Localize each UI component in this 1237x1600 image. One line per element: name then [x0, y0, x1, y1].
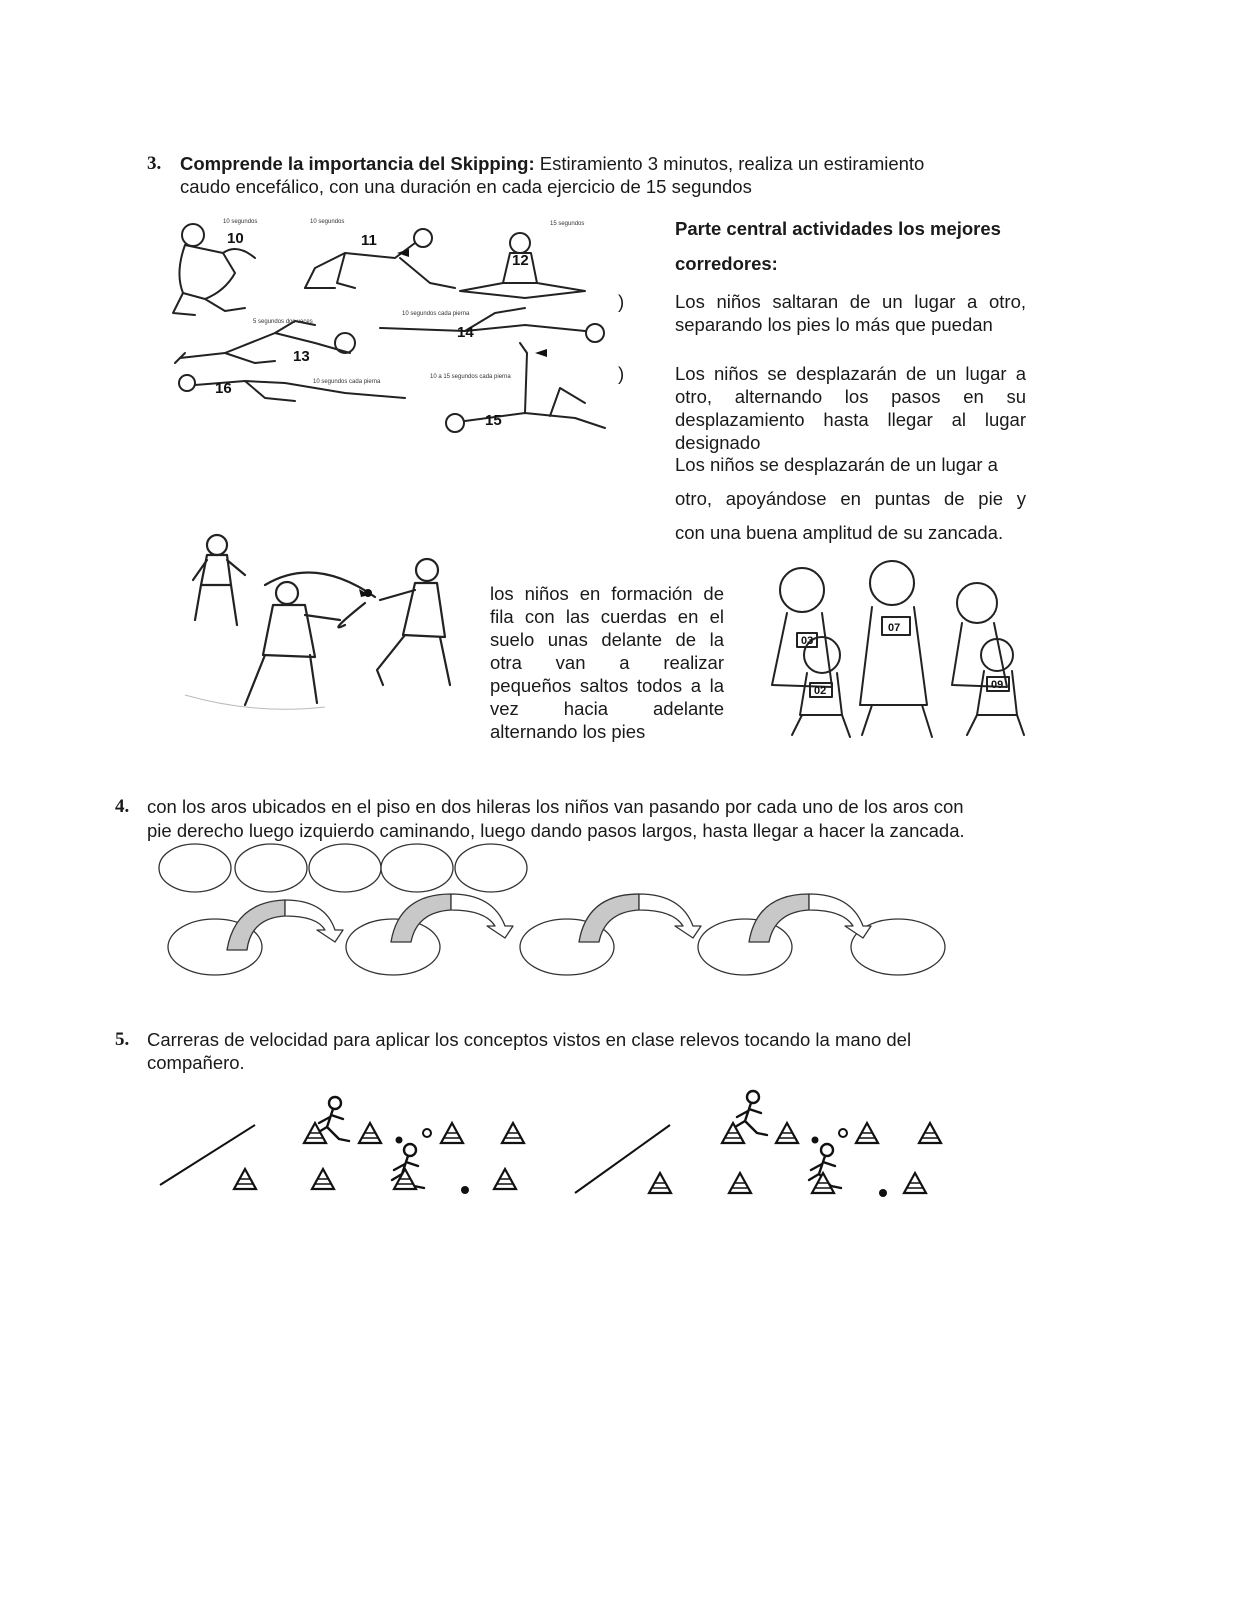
- bullet-mark: ): [618, 291, 625, 312]
- stretching-exercises-illustration: [165, 213, 625, 438]
- runner-bib-02: 02: [814, 685, 827, 697]
- hoop: [235, 844, 307, 892]
- curved-arrow-icon: [639, 894, 701, 938]
- stretch-label-13: 13: [293, 348, 310, 365]
- activity-2: Los niños se desplazarán de un lugar a otro, alternando los pasos en su desplazamiento hasta llegar al lugar designado: [675, 363, 1026, 453]
- central-heading-line1: Parte central actividades los mejores: [675, 218, 1001, 239]
- hoop: [346, 919, 440, 975]
- baton: [879, 1189, 887, 1197]
- runner-bib-07: 07: [888, 622, 901, 634]
- children-ball-game-illustration: [165, 525, 465, 720]
- stretch-label-15: 15: [485, 412, 502, 429]
- cone-icon: [919, 1123, 941, 1143]
- central-heading-line2: corredores:: [675, 253, 778, 274]
- cone-icon: [904, 1173, 926, 1193]
- activity-3-line3: con una buena amplitud de su zancada.: [675, 522, 1004, 543]
- arrow-icon: [535, 349, 547, 357]
- runner-icon: [735, 1091, 767, 1135]
- stretch-label-11: 11: [361, 232, 377, 249]
- hoop: [455, 844, 527, 892]
- activity-3-line2: otro, apoyándose en puntas de pie y: [675, 488, 1026, 509]
- stretch-caption-12: 15 segundos: [550, 221, 585, 227]
- cone-icon: [304, 1123, 326, 1143]
- activity-1: Los niños saltaran de un lugar a otro, separando los pies lo más que puedan: [675, 291, 1026, 335]
- hoop: [381, 844, 453, 892]
- activity-3-line1: Los niños se desplazarán de un lugar a: [675, 454, 998, 475]
- cone-icon: [234, 1169, 256, 1189]
- cone-icon: [722, 1123, 744, 1143]
- stretch-caption-14: 10 segundos cada pierna: [402, 311, 470, 317]
- section-4-line2: pie derecho luego izquierdo caminando, luego dando pasos largos, hasta llegar a hacer la zancada.: [147, 820, 965, 841]
- section-4-line1: con los aros ubicados en el piso en dos hileras los niños van pasando por cada uno de los aros con: [147, 796, 964, 817]
- baton: [812, 1137, 819, 1144]
- section-3-intro: Estiramiento 3 minutos, realiza un estiramiento: [534, 153, 925, 174]
- stretch-caption-13: 5 segundos dos veces: [253, 319, 313, 325]
- hoop: [159, 844, 231, 892]
- curved-arrow-icon: [451, 894, 513, 938]
- section-5-line2: compañero.: [147, 1052, 245, 1073]
- runner-bib-09: 09: [991, 679, 1004, 691]
- children-runners-illustration: [762, 555, 1052, 740]
- section-5-line1: Carreras de velocidad para aplicar los conceptos vistos en clase relevos tocando la mano del: [147, 1029, 912, 1050]
- section-3-title: Comprende la importancia del Skipping:: [180, 153, 535, 174]
- hoop: [698, 919, 792, 975]
- hoop: [309, 844, 381, 892]
- cone-icon: [312, 1169, 334, 1189]
- stretch-caption-16: 10 segundos cada pierna: [313, 379, 381, 385]
- stretch-label-16: 16: [215, 380, 232, 397]
- section-3-number: 3.: [147, 153, 162, 174]
- bullet-mark: ): [618, 363, 625, 384]
- baton: [461, 1186, 469, 1194]
- section-5-number: 5.: [115, 1029, 130, 1050]
- cone-icon: [649, 1173, 671, 1193]
- stretch-caption-11: 10 segundos: [310, 219, 345, 225]
- stretch-caption-15: 10 a 15 segundos cada pierna: [430, 374, 511, 380]
- baton: [396, 1137, 403, 1144]
- figure-10-head: [182, 224, 204, 246]
- cone-icon: [729, 1173, 751, 1193]
- stretch-caption-10: 10 segundos: [223, 219, 258, 225]
- cone-icon: [359, 1123, 381, 1143]
- stretch-label-12: 12: [512, 252, 529, 269]
- curved-arrow-icon: [285, 900, 343, 942]
- section-3-intro-line1: [180, 152, 1026, 175]
- relay-race-diagram: [155, 1085, 955, 1205]
- cone-icon: [502, 1123, 524, 1143]
- section-4-number: 4.: [115, 796, 130, 817]
- runner-bib-03: 03: [801, 635, 814, 647]
- rope-jump-description: los niños en formación de fila con las cuerdas en el suelo unas delante de la otra van a realizar pequeños saltos todos a la vez hacia adelante alternando los pies: [490, 583, 724, 742]
- cone-icon: [856, 1123, 878, 1143]
- stretch-label-14: 14: [457, 324, 474, 341]
- section-3-intro-line2: caudo encefálico, con una duración en cada ejercicio de 15 segundos: [180, 176, 752, 197]
- cone-icon: [441, 1123, 463, 1143]
- cone-icon: [776, 1123, 798, 1143]
- cone-icon: [494, 1169, 516, 1189]
- stretch-label-10: 10: [227, 230, 244, 247]
- cone-icon: [394, 1169, 416, 1189]
- curved-arrow-icon: [809, 894, 871, 938]
- hoops-diagram: [155, 842, 955, 982]
